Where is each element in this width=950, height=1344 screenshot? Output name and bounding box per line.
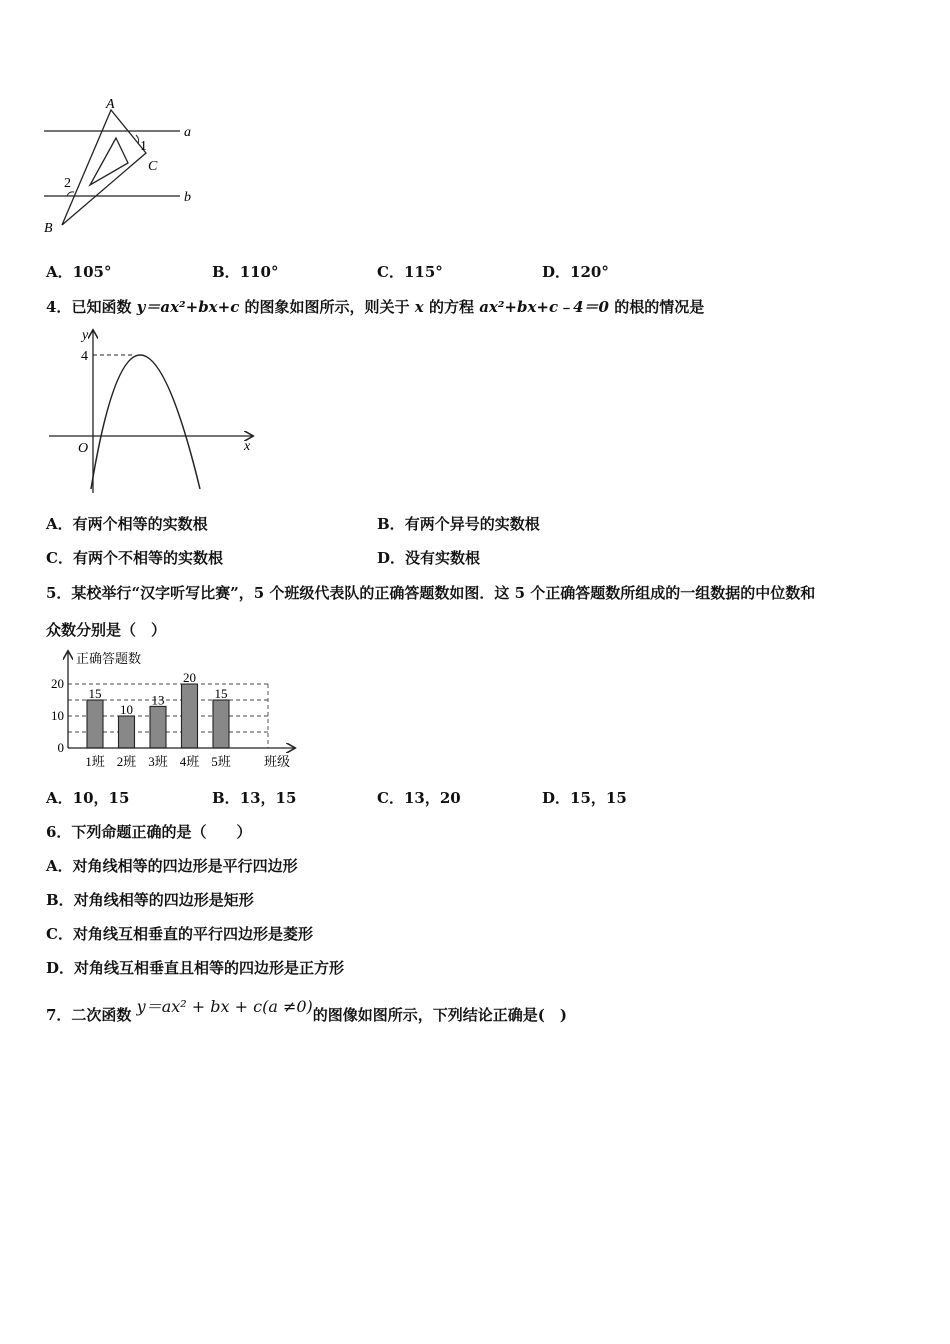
x-category-label: 1班 (85, 754, 105, 769)
q4-option-d[interactable]: D．没有实数根 (377, 549, 481, 567)
bar (213, 700, 229, 748)
q6-option-d[interactable]: D．对角线互相垂直且相等的四边形是正方形 (46, 959, 345, 977)
q5-stem-line2: 众数分别是（ ） (46, 621, 167, 639)
q3-option-c[interactable]: C．115° (377, 263, 443, 281)
x-axis-label: x (244, 439, 251, 454)
x-category-label: 3班 (148, 754, 168, 769)
label-C: C (148, 159, 158, 174)
bar-data-label: 15 (214, 686, 228, 701)
bar-data-label: 20 (183, 670, 196, 685)
q6-option-c[interactable]: C．对角线互相垂直的平行四边形是菱形 (46, 925, 313, 943)
bar (87, 700, 103, 748)
label-A: A (106, 97, 115, 112)
q3-option-d[interactable]: D．120° (542, 263, 609, 281)
q7-formula: y＝ax² + bx + c(a ≠0) (136, 997, 313, 1016)
q5-option-d[interactable]: D．15，15 (542, 789, 627, 807)
q5-option-a[interactable]: A．10，15 (46, 789, 130, 807)
q5-bar-chart (44, 647, 304, 773)
x-category-label: 5班 (211, 754, 231, 769)
q4-option-b[interactable]: B．有两个异号的实数根 (377, 515, 540, 533)
label-1: 1 (140, 139, 147, 154)
bar-data-label: 10 (120, 702, 133, 717)
bar (150, 706, 166, 748)
q6-option-a[interactable]: A．对角线相等的四边形是平行四边形 (46, 857, 298, 875)
bar-data-label: 15 (88, 686, 102, 701)
bar (119, 716, 135, 748)
q3-figure (38, 95, 208, 240)
q5-option-b[interactable]: B．13，15 (212, 789, 297, 807)
q5-stem-line1: 5．某校举行“汉字听写比赛”，5 个班级代表队的正确答题数如图．这 5 个正确答题数所组成的一组数据的中位数和 (46, 584, 816, 602)
q4-function: y＝ax²+bx+c (136, 298, 240, 316)
origin-label: O (78, 441, 89, 456)
q5-option-c[interactable]: C．13，20 (377, 789, 461, 807)
label-a: a (184, 125, 191, 140)
x-category-label: 2班 (116, 754, 137, 769)
parabola-curve (91, 355, 200, 489)
label-2: 2 (64, 176, 71, 191)
label-b: b (184, 190, 191, 205)
q4-stem: 4．已知函数 y＝ax²+bx+c 的图象如图所示，则关于 x 的方程 ax²+bx+c﹣4＝0 的根的情况是 (46, 298, 705, 316)
y-tick-label: 20 (51, 676, 64, 691)
y-axis-label: y (82, 328, 89, 343)
q6-stem: 6．下列命题正确的是（ ） (46, 823, 252, 841)
bar-data-label: 13 (151, 692, 165, 708)
max-value-label: 4 (81, 349, 88, 364)
q3-option-b[interactable]: B．110° (212, 263, 279, 281)
triangle-outer (62, 110, 146, 225)
x-category-label: 4班 (179, 754, 200, 769)
y-tick-label: 0 (57, 740, 64, 755)
q7-stem: 7．二次函数 y＝ax² + bx + c(a ≠0)的图像如图所示，下列结论正确是( ) (46, 997, 567, 1024)
y-tick-label: 10 (51, 708, 64, 723)
q4-equation: ax²+bx+c﹣4＝0 (479, 298, 609, 316)
q3-option-a[interactable]: A．105° (46, 263, 112, 281)
q4-parabola-graph (44, 325, 264, 497)
label-B: B (44, 221, 53, 236)
q4-option-c[interactable]: C．有两个不相等的实数根 (46, 549, 223, 567)
q6-option-b[interactable]: B．对角线相等的四边形是矩形 (46, 891, 254, 909)
bar (182, 684, 198, 748)
chart-x-label: 班级 (264, 754, 291, 769)
chart-y-label: 正确答题数 (76, 651, 142, 666)
q4-option-a[interactable]: A．有两个相等的实数根 (46, 515, 208, 533)
